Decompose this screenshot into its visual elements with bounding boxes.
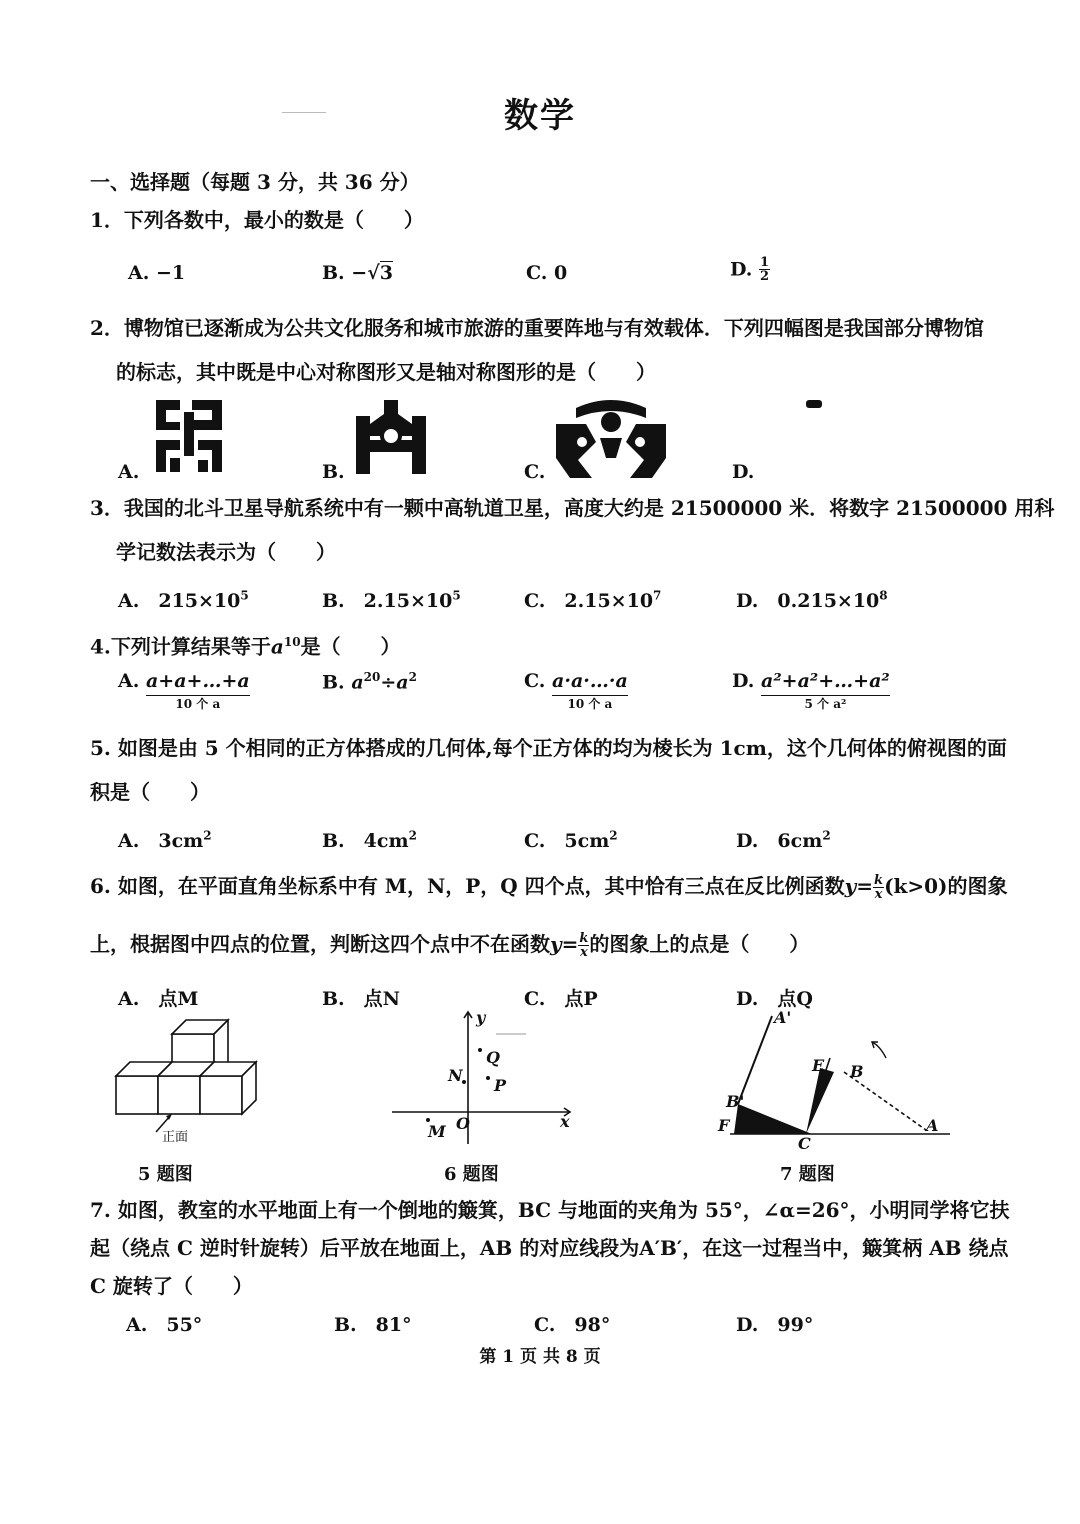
fig7-label-b: B <box>850 1062 864 1081</box>
q4-stem: 4.下列计算结果等于$a^{10}$是（ ） <box>90 634 401 659</box>
q7-option-c: C. 98° <box>534 1314 611 1336</box>
q7-stem-line2: 起（绕点 C 逆时针旋转）后平放在地面上，AB 的对应线段为A′B′，在这一过程当中，簸箕柄 AB 绕点 <box>90 1236 1009 1260</box>
q6-frac-1: $\frac{k}{x}$ <box>874 873 884 902</box>
q6-option-c: C. 点P <box>524 988 598 1010</box>
q6-option-a: A. 点M <box>118 988 199 1010</box>
q1-option-d-fraction: $\frac{1}{2}$ <box>760 255 770 284</box>
museum-logo-a <box>152 398 226 474</box>
fig7-label-e: E <box>812 1056 825 1075</box>
q6-option-d: D. 点Q <box>736 988 813 1010</box>
fig6-label-m: M <box>428 1122 446 1141</box>
q4-option-d: D. a²+a²+…+a² 5 个 a² <box>732 670 890 711</box>
fig7-label-f: F <box>718 1116 730 1135</box>
fig6-label-y: y <box>476 1008 486 1027</box>
q6-stem-line2: 上，根据图中四点的位置，判断这四个点中不在函数y= $\frac{k}{x}$ 的图象上的点是（ ） <box>90 931 810 960</box>
museum-logo-b <box>356 400 426 474</box>
q6-option-b: B. 点N <box>322 988 401 1010</box>
fig6-label-q: Q <box>486 1048 500 1067</box>
q2-option-b-label: B. <box>322 461 345 483</box>
q2-stem-line2: 的标志，其中既是中心对称图形又是轴对称图形的是（ ） <box>116 360 656 384</box>
museum-logo-c <box>556 398 666 480</box>
q1-option-c: C. 0 <box>526 262 568 284</box>
fig7-label-c: C <box>798 1134 811 1153</box>
q5-stem-line2: 积是（ ） <box>90 780 210 804</box>
q7-stem-line3: C 旋转了（ ） <box>90 1274 253 1298</box>
q7-option-d: D. 99° <box>736 1314 814 1336</box>
q4-option-c-brace: a·a·…·a 10 个 a <box>552 670 628 711</box>
fig7-label-a-prime: A' <box>774 1008 792 1027</box>
q2-option-a-label: A. <box>118 461 140 483</box>
q4-option-c: C. a·a·…·a 10 个 a <box>524 670 628 711</box>
q3-option-d: D. $0.215\times 10^8$ <box>736 588 888 612</box>
q3-stem-line1: 3．我国的北斗卫星导航系统中有一颗中高轨道卫星，高度大约是 21500000 米．将数字 21500000 用科 <box>90 496 1055 520</box>
q4-option-a-brace: a+a+…+a 10 个 a <box>145 670 250 711</box>
fig7-rotation-diagram <box>716 1008 956 1148</box>
q5-stem-line1: 5. 如图是由 5 个相同的正方体搭成的几何体,每个正方体的均为棱长为 1cm，这个几何体的俯视图的面 <box>90 736 1007 760</box>
fig5-caption: 5 题图 <box>138 1164 193 1185</box>
fig6-coordinate-plane <box>392 1008 582 1148</box>
q3-stem-line2: 学记数法表示为（ ） <box>116 540 336 564</box>
q6-stem-line1: 6. 如图，在平面直角坐标系中有 M，N，P，Q 四个点，其中恰有三点在反比例函数y= $\frac{k}{x}$ (k>0)的图象 <box>90 873 1008 902</box>
q6-frac-2: $\frac{k}{x}$ <box>579 931 589 960</box>
q1-option-a: A. −1 <box>128 262 186 284</box>
q5-option-b: B. $4cm^2$ <box>322 828 417 852</box>
q2-stem-line1: 2．博物馆已逐渐成为公共文化服务和城市旅游的重要阵地与有效载体．下列四幅图是我国部分博物馆 <box>90 316 984 340</box>
q7-option-b: B. 81° <box>334 1314 412 1336</box>
q1-option-d-prefix: D. <box>730 258 753 281</box>
q3-option-b: B. $2.15\times 10^5$ <box>322 588 461 612</box>
fig6-label-p: P <box>494 1076 507 1095</box>
fig7-label-b-prime: B' <box>726 1092 745 1111</box>
fig6-caption: 6 题图 <box>444 1164 499 1185</box>
fig7-caption: 7 题图 <box>780 1164 835 1185</box>
q2-option-c-label: C. <box>524 461 546 483</box>
page-title: 数学 <box>504 96 576 136</box>
q5-option-d: D. $6cm^2$ <box>736 828 831 852</box>
q1-option-b-prefix: B. − <box>322 262 368 284</box>
page-footer: 第 1 页 共 8 页 <box>479 1347 601 1367</box>
q1-option-b <box>322 262 393 284</box>
museum-logo-d <box>806 400 822 410</box>
fig7-label-a: A <box>926 1116 939 1135</box>
q4-option-a: A. a+a+…+a 10 个 a <box>118 670 250 711</box>
q3-option-a: A. $215\times 10^5$ <box>118 588 249 612</box>
q7-option-a: A. 55° <box>126 1314 203 1336</box>
fig5-cubes <box>110 1016 280 1146</box>
q5-option-a: A. $3cm^2$ <box>118 828 212 852</box>
q1-stem: 1．下列各数中，最小的数是（ ） <box>90 208 424 232</box>
fig6-label-x: x <box>560 1112 570 1131</box>
sqrt-sign: √ <box>367 262 380 284</box>
q3-option-c: C. $2.15\times 10^7$ <box>524 588 662 612</box>
q1-option-b-radicand: 3 <box>379 262 393 284</box>
fig6-label-o: O <box>456 1114 470 1133</box>
q4-option-d-brace: a²+a²+…+a² 5 个 a² <box>761 670 890 711</box>
section-heading: 一、选择题（每题 3 分，共 36 分） <box>90 170 420 194</box>
fig5-front-label: 正面 <box>162 1130 189 1145</box>
q2-option-d-label: D. <box>732 461 755 483</box>
fig6-label-n: N <box>448 1066 463 1085</box>
q5-option-c: C. $5cm^2$ <box>524 828 618 852</box>
q4-option-b: B. $a^{20}\div a^2$ <box>322 670 417 694</box>
q7-stem-line1: 7. 如图，教室的水平地面上有一个倒地的簸箕，BC 与地面的夹角为 55°，∠α=26°，小明同学将它扶 <box>90 1198 1010 1222</box>
q1-option-d <box>730 256 770 283</box>
